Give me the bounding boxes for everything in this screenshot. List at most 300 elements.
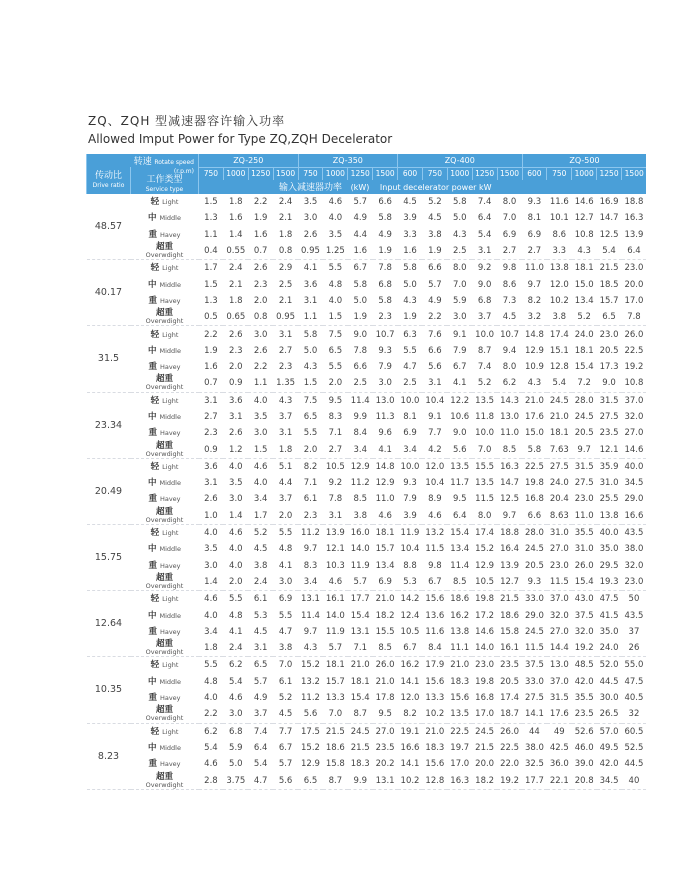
power-value: 4.0 <box>229 461 243 472</box>
power-value: 6.7 <box>398 640 423 657</box>
power-value: 13.3 <box>425 693 445 704</box>
power-value: 1.3 <box>204 295 218 306</box>
service-type <box>131 359 199 375</box>
power-value: 16.3 <box>447 772 472 789</box>
power-value: 8.5 <box>353 494 367 505</box>
power-value: 17.0 <box>450 759 470 770</box>
service-type <box>131 607 199 623</box>
power-value: 4.9 <box>378 229 392 240</box>
power-header-cn: 输入减速器功率 <box>279 183 343 194</box>
power-value: 5.8 <box>452 197 467 208</box>
power-value: 15.4 <box>450 528 470 539</box>
power-value: 12.0 <box>549 279 569 290</box>
drive-ratio: 12.64 <box>87 591 131 657</box>
power-value: 6.9 <box>403 428 417 439</box>
power-value: 17.2 <box>475 610 495 621</box>
power-value: 13.9 <box>500 560 519 571</box>
power-value: 6.1 <box>253 594 268 605</box>
power-value: 13.1 <box>350 626 370 637</box>
power-value: 6.9 <box>527 229 542 240</box>
power-value: 26.0 <box>375 660 395 671</box>
service-type-en: Light <box>162 462 179 471</box>
speed-cell: 1000 <box>223 167 248 180</box>
power-value: 23.0 <box>599 329 619 340</box>
table-row <box>87 508 647 525</box>
power-value: 18.2 <box>472 772 497 789</box>
power-value: 6.4 <box>447 508 472 525</box>
power-value: 10.4 <box>425 478 445 489</box>
power-value: 23.5 <box>572 706 597 723</box>
power-value: 44 <box>529 726 540 737</box>
power-value: 12.9 <box>350 461 370 472</box>
service-type <box>131 194 199 210</box>
speed-label-cn: 转速 <box>133 157 152 167</box>
power-value: 7.7 <box>428 428 442 439</box>
power-value: 5.2 <box>472 375 497 392</box>
power-value: 14.2 <box>400 594 420 605</box>
power-value: 5.2 <box>253 528 268 539</box>
power-value: 8.7 <box>323 772 348 789</box>
power-value: 7.9 <box>452 345 467 356</box>
power-value: 12.1 <box>325 544 345 555</box>
power-value: 12.9 <box>475 560 495 571</box>
power-value: 10.4 <box>425 395 445 406</box>
power-value: 13.4 <box>450 544 470 555</box>
power-value: 43.5 <box>624 610 644 621</box>
table-row <box>87 441 647 458</box>
table-row <box>87 674 647 690</box>
power-value: 1.8 <box>273 441 298 458</box>
speed-cell: 1500 <box>273 167 298 180</box>
power-value: 27.0 <box>549 544 569 555</box>
power-value: 29.5 <box>599 560 619 571</box>
power-value: 5.6 <box>273 772 298 789</box>
table-row <box>87 740 647 756</box>
power-value: 8.7 <box>477 345 492 356</box>
power-value: 2.3 <box>204 428 218 439</box>
ratio-header-en: Drive ratio <box>92 181 125 189</box>
service-type-en: Middle <box>159 611 181 620</box>
power-value: 9.0 <box>597 375 622 392</box>
power-value: 3.0 <box>303 213 318 224</box>
power-value: 19.7 <box>450 742 470 753</box>
power-value: 18.1 <box>574 345 594 356</box>
title-chinese: ZQ、ZQH 型减速器容许输入功率 <box>88 114 286 128</box>
power-value: 21.0 <box>549 412 569 422</box>
power-value: 3.9 <box>403 213 417 224</box>
power-value: 2.1 <box>229 279 243 290</box>
power-value: 18.3 <box>350 759 370 770</box>
power-value: 1.5 <box>204 279 218 290</box>
power-value: 40.5 <box>624 693 644 704</box>
power-value: 8.1 <box>527 213 542 224</box>
power-value: 23.0 <box>549 560 569 571</box>
power-value: 21.5 <box>325 726 345 737</box>
table-body <box>87 194 647 789</box>
power-value: 27.0 <box>375 726 395 737</box>
service-type-en: Havey <box>159 230 181 239</box>
table-row <box>87 558 647 574</box>
power-value: 27.0 <box>624 428 644 439</box>
power-value: 18.1 <box>574 263 594 274</box>
power-value: 9.0 <box>477 279 492 290</box>
power-value: 37.0 <box>549 594 569 605</box>
power-value: 3.75 <box>223 772 248 789</box>
power-value: 3.0 <box>229 494 243 505</box>
power-value: 23.0 <box>574 494 594 505</box>
power-value: 43.0 <box>574 594 594 605</box>
power-value: 14.1 <box>522 706 547 723</box>
service-type <box>131 657 199 674</box>
power-value: 3.1 <box>278 428 293 439</box>
power-value: 7.8 <box>378 263 392 274</box>
speed-cell: 600 <box>522 167 547 180</box>
power-value: 6.4 <box>477 213 492 224</box>
power-value: 11.2 <box>301 528 320 539</box>
power-value: 9.3 <box>403 478 417 489</box>
power-value: 7.0 <box>323 706 348 723</box>
speed-cell: 750 <box>298 167 323 180</box>
power-value: 1.4 <box>199 574 224 591</box>
power-value: 37.5 <box>524 660 544 671</box>
power-value: 14.8 <box>375 461 395 472</box>
power-value: 5.2 <box>572 309 597 326</box>
power-value: 15.8 <box>325 759 345 770</box>
power-value: 0.9 <box>199 441 224 458</box>
service-type-cn: 轻 <box>150 594 160 605</box>
power-value: 16.8 <box>524 494 544 505</box>
title-english: Allowed Imput Power for Type ZQ,ZQH Decelerator <box>88 132 393 146</box>
power-value: 15.4 <box>574 362 594 373</box>
power-value: 15.2 <box>475 544 495 555</box>
power-value: 10.2 <box>422 706 447 723</box>
power-value: 2.7 <box>204 412 218 422</box>
power-value: 4.5 <box>253 544 268 555</box>
service-type-en: Light <box>162 330 179 339</box>
power-value: 1.9 <box>373 243 398 260</box>
power-value: 14.3 <box>500 395 519 406</box>
power-value: 7.0 <box>472 441 497 458</box>
power-value: 7.0 <box>502 213 517 224</box>
power-value: 18.8 <box>624 197 644 208</box>
power-value: 11.7 <box>450 478 470 489</box>
table-row <box>87 243 647 260</box>
power-value: 2.4 <box>229 263 243 274</box>
service-type <box>131 425 199 441</box>
power-value: 11.9 <box>400 528 420 539</box>
power-value: 4.7 <box>403 362 417 373</box>
power-value: 4.2 <box>422 441 447 458</box>
power-value: 1.8 <box>199 640 224 657</box>
model-header: ZQ-500 <box>522 154 646 167</box>
service-type <box>131 591 199 608</box>
power-value: 4.5 <box>403 197 417 208</box>
power-value: 17.6 <box>524 412 544 422</box>
power-value: 16.0 <box>350 528 370 539</box>
power-value: 5.5 <box>328 362 343 373</box>
power-value: 6.9 <box>373 574 398 591</box>
power-value: 2.5 <box>278 279 293 290</box>
service-type-cn: 中 <box>148 676 157 687</box>
power-value: 9.1 <box>428 412 442 422</box>
power-value: 39.0 <box>574 759 594 770</box>
power-value: 5.4 <box>204 742 218 753</box>
power-value: 11.5 <box>475 494 495 505</box>
power-value: 2.6 <box>229 329 243 340</box>
power-value: 57.0 <box>599 726 619 737</box>
power-value: 4.7 <box>248 772 273 789</box>
service-type-cn: 重 <box>148 494 157 505</box>
drive-ratio: 48.57 <box>87 194 131 260</box>
power-value: 3.5 <box>229 478 243 489</box>
power-value: 11.9 <box>325 626 345 637</box>
power-value: 33.0 <box>524 676 544 687</box>
service-type-cn: 重 <box>148 362 157 373</box>
power-value: 1.6 <box>204 362 218 373</box>
power-value: 1.6 <box>398 243 423 260</box>
service-type <box>131 227 199 243</box>
power-value: 40.0 <box>599 528 619 539</box>
power-value: 5.5 <box>204 660 218 671</box>
power-value: 35.0 <box>599 626 619 637</box>
power-value: 9.8 <box>502 263 517 274</box>
drive-ratio: 40.17 <box>87 260 131 326</box>
power-value: 14.6 <box>574 197 594 208</box>
power-value: 17.4 <box>500 693 519 704</box>
power-value: 28.0 <box>574 395 594 406</box>
power-value: 9.6 <box>378 428 392 439</box>
power-value: 4.0 <box>204 610 218 621</box>
power-value: 19.1 <box>400 726 420 737</box>
power-value: 12.2 <box>450 395 470 406</box>
power-value: 35.0 <box>599 544 619 555</box>
power-value: 22.0 <box>500 759 519 770</box>
service-type <box>131 409 199 425</box>
power-value: 18.1 <box>350 676 370 687</box>
power-value: 15.6 <box>425 759 445 770</box>
power-value: 17.8 <box>375 693 395 704</box>
service-type <box>131 441 199 458</box>
power-value: 7.1 <box>348 640 373 657</box>
power-value: 14.1 <box>400 676 420 687</box>
service-type-cn: 中 <box>148 412 157 422</box>
power-value: 3.3 <box>403 229 417 240</box>
power-value: 14.6 <box>622 441 647 458</box>
power-value: 15.4 <box>572 574 597 591</box>
power-value: 0.95 <box>298 243 323 260</box>
power-value: 4.0 <box>229 560 243 571</box>
power-value: 8.9 <box>428 494 442 505</box>
service-type-en: Light <box>162 661 179 670</box>
power-value: 3.0 <box>223 706 248 723</box>
power-value: 13.8 <box>597 508 622 525</box>
service-type <box>131 210 199 226</box>
power-value: 37 <box>628 626 640 637</box>
service-type-cn: 超重 <box>155 705 173 716</box>
power-value: 1.7 <box>248 508 273 525</box>
power-value: 4.6 <box>204 759 218 770</box>
service-type-cn: 超重 <box>155 374 173 385</box>
power-value: 1.1 <box>204 229 218 240</box>
power-value: 26 <box>622 640 647 657</box>
power-value: 31.5 <box>549 693 569 704</box>
power-value: 11.0 <box>572 508 597 525</box>
service-header-cn: 工作类型 <box>146 175 183 185</box>
service-type <box>131 772 199 789</box>
power-value: 5.5 <box>328 263 343 274</box>
service-type <box>131 343 199 359</box>
power-value: 13.5 <box>447 706 472 723</box>
power-value: 11.4 <box>450 560 470 571</box>
power-value: 18.6 <box>450 594 470 605</box>
power-value: 11.0 <box>524 263 544 274</box>
power-value: 27.5 <box>574 478 594 489</box>
service-type <box>131 706 199 723</box>
power-value: 1.4 <box>223 508 248 525</box>
power-value: 2.2 <box>199 706 224 723</box>
power-value: 37.5 <box>574 610 594 621</box>
power-value: 2.0 <box>229 362 243 373</box>
power-value: 13.5 <box>475 478 495 489</box>
power-value: 9.4 <box>502 345 517 356</box>
service-type <box>131 508 199 525</box>
power-value: 26.5 <box>597 706 622 723</box>
power-value: 6.2 <box>204 726 218 737</box>
power-value: 2.1 <box>278 295 293 306</box>
power-value: 19.8 <box>475 594 495 605</box>
power-value: 19.2 <box>497 772 522 789</box>
power-value: 4.6 <box>323 574 348 591</box>
power-value: 47.5 <box>624 676 644 687</box>
power-value: 4.3 <box>522 375 547 392</box>
power-value: 18.1 <box>375 528 395 539</box>
power-value: 24.5 <box>350 726 370 737</box>
power-value: 32.0 <box>624 560 644 571</box>
power-value: 43.5 <box>624 528 644 539</box>
power-value: 6.7 <box>422 574 447 591</box>
power-value: 52.0 <box>599 660 619 671</box>
power-value: 26.0 <box>574 560 594 571</box>
power-value: 14.6 <box>475 626 495 637</box>
power-value: 11.6 <box>425 626 445 637</box>
power-value: 3.5 <box>303 197 318 208</box>
power-value: 2.6 <box>229 428 243 439</box>
service-type-en: Overwdight <box>145 449 184 458</box>
power-value: 2.5 <box>398 375 423 392</box>
power-value: 4.5 <box>253 626 268 637</box>
power-value: 21.0 <box>524 395 544 406</box>
power-value: 48.5 <box>574 660 594 671</box>
power-value: 3.1 <box>303 295 318 306</box>
power-value: 2.6 <box>253 263 268 274</box>
power-value: 14.7 <box>599 213 619 224</box>
power-value: 29.0 <box>624 494 644 505</box>
table-row <box>87 210 647 226</box>
power-value: 6.6 <box>522 508 547 525</box>
power-value: 2.8 <box>199 772 224 789</box>
power-value: 1.8 <box>229 295 243 306</box>
power-value: 4.3 <box>403 295 417 306</box>
service-type-en: Havey <box>159 429 181 438</box>
power-value: 9.9 <box>348 772 373 789</box>
power-value: 5.8 <box>378 213 392 224</box>
power-value: 8.0 <box>502 362 517 373</box>
power-value: 3.0 <box>273 574 298 591</box>
power-value: 5.4 <box>597 243 622 260</box>
power-value: 11.3 <box>375 412 395 422</box>
power-value: 0.65 <box>223 309 248 326</box>
power-value: 6.5 <box>303 412 318 422</box>
service-type-cn: 中 <box>148 345 157 356</box>
power-value: 8.6 <box>502 279 517 290</box>
power-value: 3.1 <box>472 243 497 260</box>
power-value: 24.5 <box>549 395 569 406</box>
service-type <box>131 243 199 260</box>
power-value: 28.0 <box>524 528 544 539</box>
power-value: 13.5 <box>450 461 470 472</box>
power-table <box>86 154 646 790</box>
power-value: 9.7 <box>303 626 318 637</box>
power-value: 11.4 <box>350 395 370 406</box>
power-value: 12.7 <box>497 574 522 591</box>
table-row <box>87 425 647 441</box>
power-value: 8.5 <box>497 441 522 458</box>
power-value: 1.35 <box>273 375 298 392</box>
power-unit-header <box>199 180 647 194</box>
table-row <box>87 343 647 359</box>
power-value: 21.0 <box>425 726 445 737</box>
power-value: 3.4 <box>398 441 423 458</box>
table-row <box>87 309 647 326</box>
service-type-en: Havey <box>159 363 181 372</box>
power-value: 52.6 <box>574 726 594 737</box>
service-type-en: Havey <box>159 495 181 504</box>
service-type <box>131 375 199 392</box>
table-row <box>87 194 647 210</box>
power-value: 27.5 <box>599 412 619 422</box>
drive-ratio: 23.34 <box>87 392 131 458</box>
power-value: 5.8 <box>303 329 318 340</box>
power-value: 14.0 <box>325 610 345 621</box>
power-value: 7.8 <box>353 345 367 356</box>
service-type-en: Overwdight <box>145 648 184 657</box>
power-value: 10.0 <box>400 395 420 406</box>
power-value: 6.5 <box>597 309 622 326</box>
power-value: 4.0 <box>204 693 218 704</box>
power-value: 1.4 <box>229 229 243 240</box>
power-value: 5.4 <box>253 759 268 770</box>
power-value: 3.5 <box>328 229 343 240</box>
power-value: 8.3 <box>328 412 343 422</box>
power-value: 15.5 <box>375 626 395 637</box>
service-type <box>131 541 199 557</box>
power-value: 16.2 <box>400 660 420 671</box>
power-value: 2.6 <box>303 229 318 240</box>
power-value: 20.5 <box>574 428 594 439</box>
power-value: 13.1 <box>301 594 320 605</box>
power-value: 21.5 <box>599 263 619 274</box>
power-value: 20.8 <box>572 772 597 789</box>
power-value: 15.4 <box>350 610 370 621</box>
power-value: 7.1 <box>303 478 318 489</box>
power-value: 24.0 <box>574 329 594 340</box>
power-value: 12.5 <box>599 229 619 240</box>
power-value: 3.1 <box>248 640 273 657</box>
power-value: 35.5 <box>574 693 594 704</box>
power-value: 5.9 <box>229 742 243 753</box>
power-value: 5.8 <box>403 263 417 274</box>
power-value: 0.5 <box>199 309 224 326</box>
